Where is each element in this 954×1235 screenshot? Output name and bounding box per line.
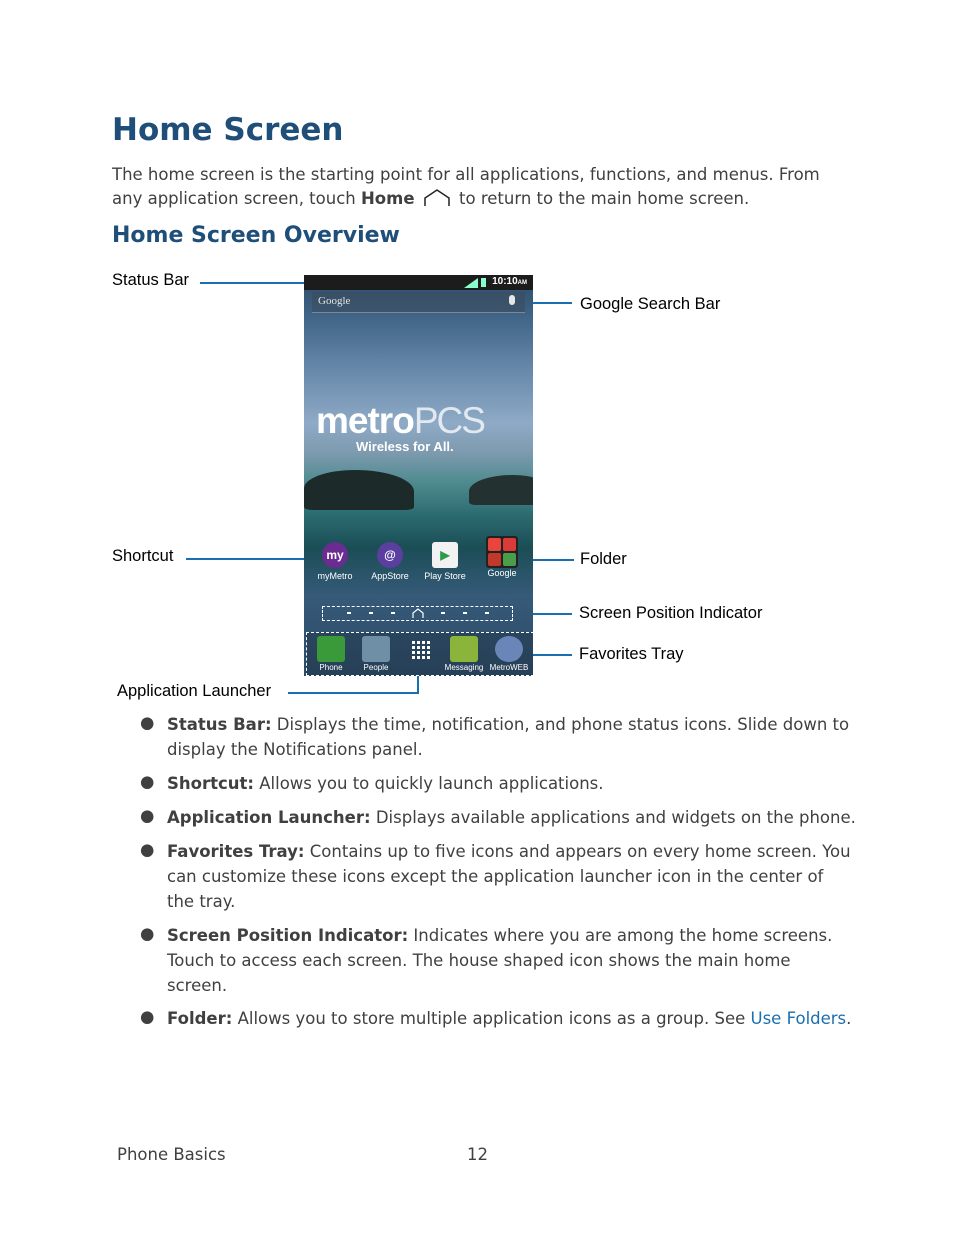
app-launcher-icon bbox=[411, 640, 431, 660]
callout-screen-position-indicator: Screen Position Indicator bbox=[579, 604, 763, 622]
appstore-icon: @ bbox=[377, 542, 403, 568]
wallpaper-tagline: Wireless for All. bbox=[356, 439, 454, 454]
intro-text-pre: any application screen, touch bbox=[112, 189, 361, 208]
callout-application-launcher: Application Launcher bbox=[117, 682, 272, 700]
intro-line-1: The home screen is the starting point for all applications, functions, and menus. From bbox=[112, 165, 820, 184]
bullet-marker: ● bbox=[140, 772, 155, 791]
bullet-screen-position-indicator: Screen Position Indicator: Indicates where you are among the home screens. Touch to access each screen. The house shaped icon shows the main home screen. bbox=[167, 926, 833, 995]
app-label: myMetro bbox=[317, 571, 353, 581]
bullet-folder: Folder: Allows you to store multiple application icons as a group. See Use Folders. bbox=[167, 1009, 852, 1028]
screen-position-indicator[interactable] bbox=[322, 606, 513, 621]
signal-icon bbox=[464, 278, 478, 288]
metropcs-logo: metroPCS bbox=[316, 400, 484, 441]
google-search-bar[interactable] bbox=[312, 292, 525, 313]
home-key-icon bbox=[422, 188, 452, 215]
tray-label: Messaging bbox=[444, 663, 484, 672]
phone-home-screen bbox=[304, 275, 533, 676]
metroweb-icon bbox=[495, 636, 523, 662]
mymetro-icon: my bbox=[322, 542, 348, 568]
tray-metroweb[interactable] bbox=[487, 636, 531, 672]
callout-status-bar: Status Bar bbox=[112, 271, 190, 289]
rocks-right bbox=[469, 475, 533, 505]
tray-people[interactable] bbox=[354, 636, 398, 672]
search-placeholder: Google bbox=[318, 295, 351, 307]
bullet-status-bar: Status Bar: Displays the time, notification, and phone status icons. Slide down to display the Notifications panel. bbox=[167, 715, 850, 759]
shortcut-mymetro[interactable] bbox=[310, 542, 360, 581]
bullet-marker: ● bbox=[140, 840, 155, 859]
bullet-application-launcher: Application Launcher: Displays available applications and widgets on the phone. bbox=[167, 808, 856, 827]
bullet-shortcut: Shortcut: Allows you to quickly launch applications. bbox=[167, 774, 604, 793]
intro-text-post: to return to the main home screen. bbox=[453, 189, 750, 208]
bullet-marker: ● bbox=[140, 713, 155, 732]
intro-line-2 bbox=[112, 187, 749, 215]
favorites-tray bbox=[306, 632, 533, 676]
bullet-favorites-tray: Favorites Tray: Contains up to five icons and appears on every home screen. You can customize these icons except the application launcher icon in the center of the tray. bbox=[167, 842, 851, 911]
home-indicator-icon bbox=[412, 608, 424, 619]
tray-app-launcher[interactable] bbox=[399, 636, 443, 664]
status-bar bbox=[304, 275, 533, 290]
app-label: AppStore bbox=[371, 571, 409, 581]
people-icon bbox=[362, 636, 390, 662]
phone-icon bbox=[317, 636, 345, 662]
bullet-marker: ● bbox=[140, 1007, 155, 1026]
messaging-icon bbox=[450, 636, 478, 662]
play-store-icon: ▶ bbox=[432, 542, 458, 568]
callout-shortcut: Shortcut bbox=[112, 547, 174, 565]
tray-label: People bbox=[363, 663, 389, 672]
microphone-icon[interactable] bbox=[509, 295, 515, 305]
bullet-marker: ● bbox=[140, 924, 155, 943]
callout-favorites-tray: Favorites Tray bbox=[579, 645, 684, 663]
tray-messaging[interactable] bbox=[442, 636, 486, 672]
home-key-label: Home bbox=[360, 189, 415, 208]
bullet-marker: ● bbox=[140, 806, 155, 825]
callout-folder: Folder bbox=[580, 550, 627, 568]
callout-google-search-bar: Google Search Bar bbox=[580, 295, 721, 313]
section-subtitle: Home Screen Overview bbox=[112, 223, 400, 248]
callout-line-application-launcher-h bbox=[288, 692, 419, 694]
app-label: Play Store bbox=[424, 571, 466, 581]
tray-label: MetroWEB bbox=[489, 663, 529, 672]
tray-phone[interactable] bbox=[309, 636, 353, 672]
callout-line-status-bar bbox=[200, 282, 310, 284]
callout-line-favorites-tray bbox=[532, 654, 572, 656]
battery-icon bbox=[481, 278, 486, 287]
footer-section: Phone Basics bbox=[117, 1145, 226, 1164]
app-label: Google bbox=[487, 568, 517, 578]
shortcut-play-store[interactable] bbox=[420, 542, 470, 581]
rocks-left bbox=[304, 470, 414, 510]
shortcut-appstore[interactable] bbox=[365, 542, 415, 581]
page-number: 12 bbox=[467, 1145, 488, 1164]
use-folders-link[interactable]: Use Folders bbox=[750, 1009, 847, 1028]
status-time: 10:10AM bbox=[492, 276, 527, 287]
google-folder-icon bbox=[486, 536, 518, 568]
tray-label: Phone bbox=[319, 663, 343, 672]
folder-google[interactable] bbox=[477, 536, 527, 578]
page-title: Home Screen bbox=[112, 112, 344, 148]
